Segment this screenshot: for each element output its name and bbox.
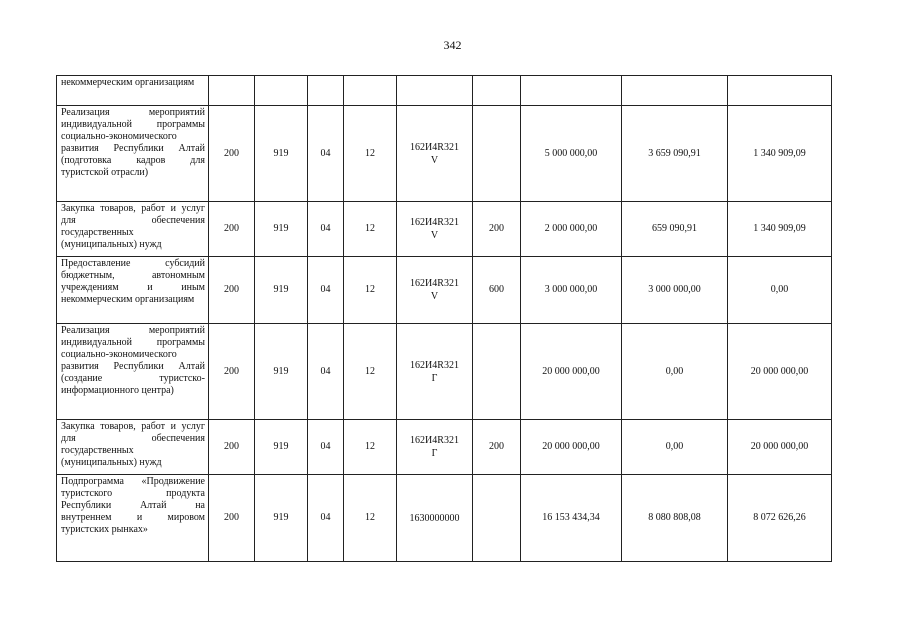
expense-type-cell — [473, 76, 521, 106]
table-row — [57, 202, 832, 257]
subsection-cell: 12 — [344, 420, 397, 475]
ministry-code-cell: 919 — [255, 202, 308, 257]
table-row — [57, 257, 832, 324]
target-article-suffix: V — [430, 230, 439, 241]
row-name-cell: Подпрограмма «Продвижение туристского продукта Республики Алтай на внутреннем и мировом туристских рынках» — [57, 475, 209, 562]
admin-code-cell: 200 — [209, 324, 255, 420]
target-article-cell — [397, 475, 473, 562]
federal-amount-cell: 3 000 000,00 — [622, 257, 728, 324]
admin-code-cell: 200 — [209, 475, 255, 562]
regional-amount-cell: 20 000 000,00 — [728, 324, 832, 420]
ministry-code-cell: 919 — [255, 475, 308, 562]
row-name-cell: Закупка товаров, работ и услуг для обеспечения государственных (муниципальных) нужд — [57, 202, 209, 257]
subsection-cell: 12 — [344, 324, 397, 420]
federal-amount-cell: 659 090,91 — [622, 202, 728, 257]
target-article-code: 162И4R321 — [410, 141, 459, 153]
target-article-cell — [397, 324, 473, 420]
target-article-cell — [397, 420, 473, 475]
federal-amount-cell: 3 659 090,91 — [622, 106, 728, 202]
total-amount-cell: 20 000 000,00 — [521, 420, 622, 475]
row-name-cell: Предоставление субсидий бюджетным, автономным учреждениям и иным некоммерческим организациям — [57, 257, 209, 324]
subsection-cell — [344, 76, 397, 106]
total-amount-cell: 2 000 000,00 — [521, 202, 622, 257]
total-amount-cell: 20 000 000,00 — [521, 324, 622, 420]
expense-type-cell: 200 — [473, 420, 521, 475]
row-name-cell: Реализация мероприятий индивидуальной программы социально-экономического развития Республики Алтай (подготовка кадров для туристской отрасли) — [57, 106, 209, 202]
federal-amount-cell: 0,00 — [622, 420, 728, 475]
target-article-code: 162И4R321 — [410, 278, 459, 289]
table-row — [57, 76, 832, 106]
expense-type-cell — [473, 475, 521, 562]
total-amount-cell: 5 000 000,00 — [521, 106, 622, 202]
expense-type-cell — [473, 106, 521, 202]
table-row — [57, 420, 832, 475]
row-name-cell: некоммерческим организациям — [57, 76, 209, 106]
section-cell: 04 — [308, 106, 344, 202]
row-name-cell: Реализация мероприятий индивидуальной программы социально-экономического развития Республики Алтай (создание туристско-информационного центра) — [57, 324, 209, 420]
ministry-code-cell: 919 — [255, 324, 308, 420]
target-article-suffix: V — [430, 291, 439, 302]
section-cell: 04 — [308, 420, 344, 475]
table-row — [57, 475, 832, 562]
admin-code-cell: 200 — [209, 420, 255, 475]
regional-amount-cell — [728, 76, 832, 106]
subsection-cell: 12 — [344, 202, 397, 257]
table-row — [57, 324, 832, 420]
total-amount-cell — [521, 76, 622, 106]
federal-amount-cell: 0,00 — [622, 324, 728, 420]
target-article-code: 162И4R321 — [410, 217, 459, 228]
federal-amount-cell: 8 080 808,08 — [622, 475, 728, 562]
target-article-cell — [397, 202, 473, 257]
section-cell — [308, 76, 344, 106]
regional-amount-cell: 8 072 626,26 — [728, 475, 832, 562]
budget-table — [56, 75, 832, 562]
section-cell: 04 — [308, 257, 344, 324]
subsection-cell: 12 — [344, 475, 397, 562]
target-article-cell — [397, 76, 473, 106]
target-article-code: 1630000000 — [409, 512, 460, 524]
target-article-cell — [397, 257, 473, 324]
subsection-cell: 12 — [344, 257, 397, 324]
regional-amount-cell: 1 340 909,09 — [728, 202, 832, 257]
admin-code-cell — [209, 76, 255, 106]
regional-amount-cell: 1 340 909,09 — [728, 106, 832, 202]
expense-type-cell — [473, 324, 521, 420]
target-article-suffix: Г — [431, 448, 438, 459]
ministry-code-cell: 919 — [255, 420, 308, 475]
subsection-cell: 12 — [344, 106, 397, 202]
admin-code-cell: 200 — [209, 106, 255, 202]
target-article-suffix: Г — [431, 372, 438, 384]
row-name-cell: Закупка товаров, работ и услуг для обеспечения государственных (муниципальных) нужд — [57, 420, 209, 475]
regional-amount-cell: 20 000 000,00 — [728, 420, 832, 475]
expense-type-cell: 600 — [473, 257, 521, 324]
target-article-code: 162И4R321 — [410, 435, 459, 446]
target-article-code: 162И4R321 — [410, 359, 459, 371]
regional-amount-cell: 0,00 — [728, 257, 832, 324]
federal-amount-cell — [622, 76, 728, 106]
target-article-suffix: V — [430, 154, 439, 166]
page-number: 342 — [443, 38, 462, 52]
ministry-code-cell — [255, 76, 308, 106]
total-amount-cell: 3 000 000,00 — [521, 257, 622, 324]
expense-type-cell: 200 — [473, 202, 521, 257]
section-cell: 04 — [308, 475, 344, 562]
ministry-code-cell: 919 — [255, 106, 308, 202]
target-article-cell — [397, 106, 473, 202]
ministry-code-cell: 919 — [255, 257, 308, 324]
table-row — [57, 106, 832, 202]
section-cell: 04 — [308, 202, 344, 257]
section-cell: 04 — [308, 324, 344, 420]
table-body — [57, 76, 832, 562]
admin-code-cell: 200 — [209, 202, 255, 257]
admin-code-cell: 200 — [209, 257, 255, 324]
total-amount-cell: 16 153 434,34 — [521, 475, 622, 562]
